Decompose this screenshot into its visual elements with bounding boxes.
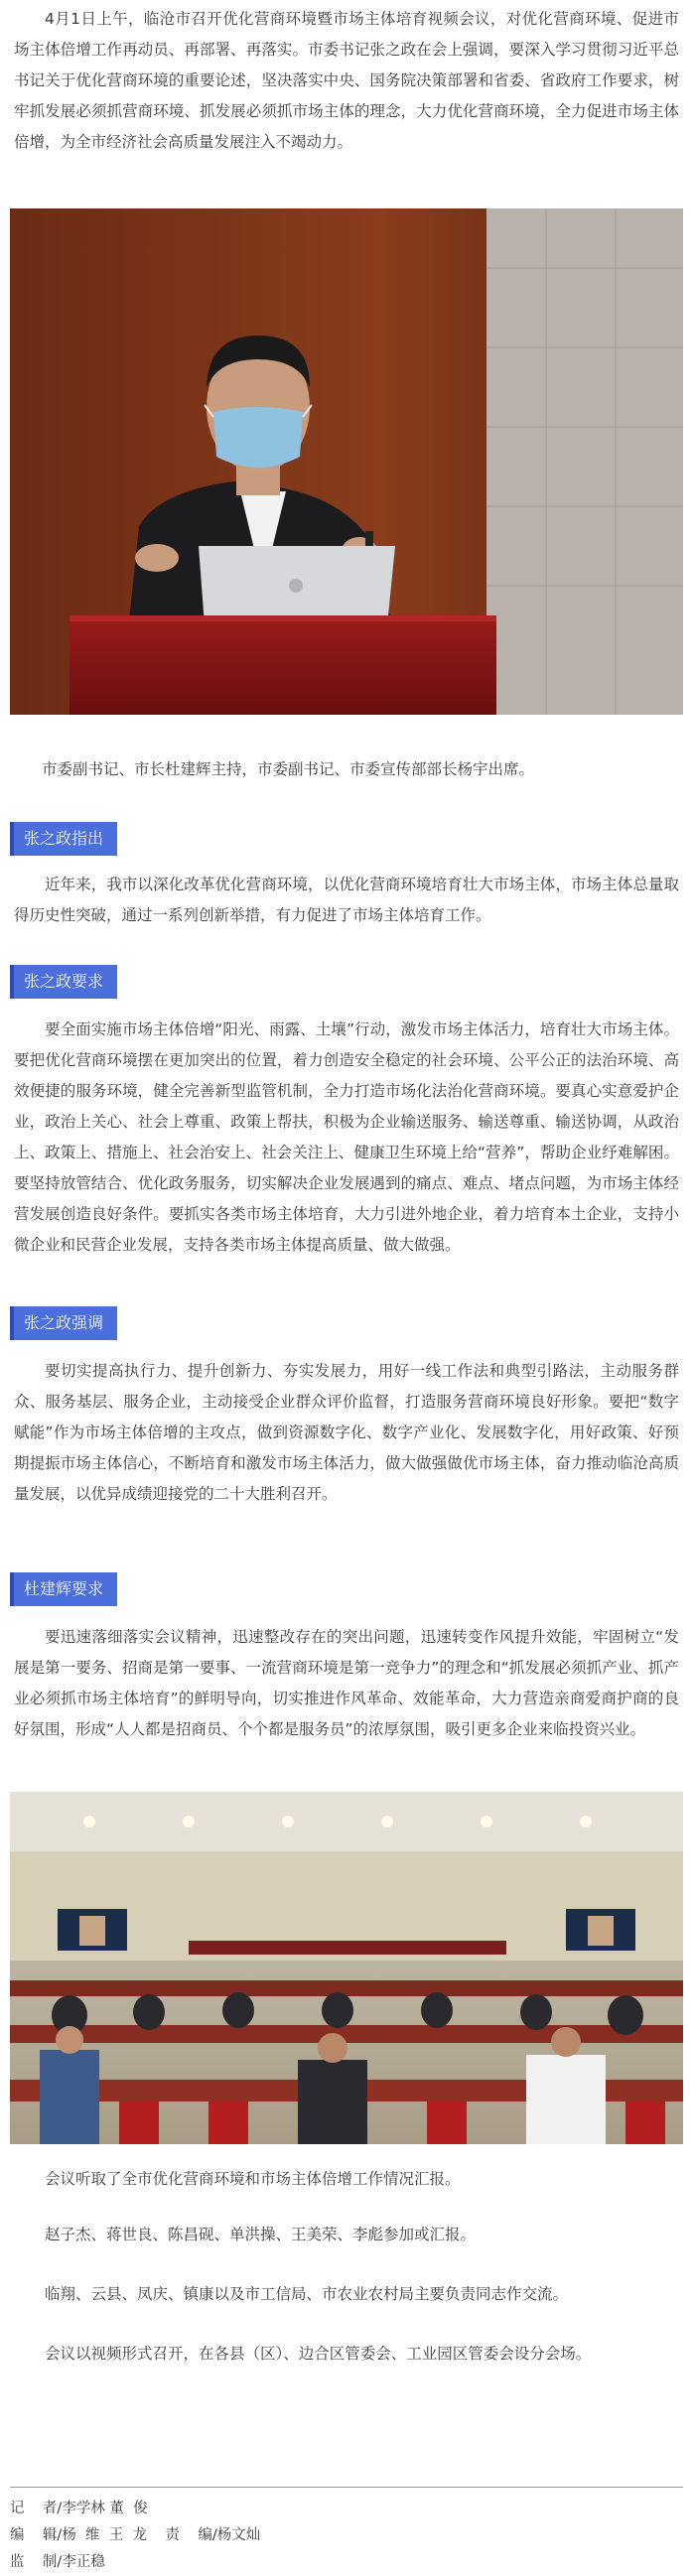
closing-4 bbox=[0, 2339, 693, 2370]
badge-strip bbox=[10, 965, 14, 999]
caption-block bbox=[0, 754, 693, 785]
closing-paragraph: 赵子杰、蒋世良、陈昌砚、单洪操、王美荣、李彪参加或汇报。 bbox=[45, 2226, 477, 2243]
credit-supervisor: 监 制/李正稳 bbox=[10, 2554, 105, 2570]
closing-paragraph: 会议以视频形式召开，在各县（区）、边合区管委会、工业园区管委会设分会场。 bbox=[45, 2345, 592, 2363]
section-3-body bbox=[0, 1356, 693, 1510]
section-paragraph: 近年来，我市以深化改革优化营商环境，以优化营商环境培育壮大市场主体，市场主体总量取得历史性突破，通过一系列创新举措，有力促进了市场主体培育工作。 bbox=[14, 876, 679, 924]
closing-2 bbox=[0, 2220, 693, 2250]
badge-label: 张之政要求 bbox=[24, 972, 104, 991]
credits bbox=[10, 2487, 683, 2576]
section-badge-2 bbox=[10, 965, 117, 999]
section-badge-1 bbox=[10, 822, 117, 856]
section-badge-4 bbox=[10, 1572, 117, 1606]
section-paragraph: 要全面实施市场主体倍增“阳光、雨露、土壤”行动，激发市场主体活力，培育壮大市场主体。要把优化营商环境摆在更加突出的位置，着力创造安全稳定的社会环境、公平公正的法治环境、高效便捷的服务环境，健全完善新型监管机制，全力打造市场化法治化营商环境。要真心实意爱护企业，政治上关心、社会上尊重、政策上帮扶，积极为企业输送服务、输送尊重、输送协调，从政治上、政策上、措施上、社会治安上、社会关注上、健康卫生环境上给“营养”，帮助企业纾难解困。要坚持放管结合、优化政务服务，切实解决企业发展遇到的痛点、难点、堵点问题，为市场主体经营发展创造良好条件。要抓实各类市场主体培育，大力引进外地企业，着力培育本土企业，支持小微企业和民营企业发展，支持各类市场主体提高质量、做大做强。 bbox=[14, 1020, 679, 1254]
closing-1 bbox=[0, 2164, 693, 2195]
section-paragraph: 要切实提高执行力、提升创新力、夯实发展力，用好一线工作法和典型引路法，主动服务群众、服务基层、服务企业，主动接受企业群众评价监督，打造服务营商环境良好形象。要把“数字赋能”作为市场主体倍增的主攻点，做到资源数字化、数字产业化、发展数字化，用好政策、好预期提振市场主体信心，不断培育和激发市场主体活力，做大做强做优市场主体，奋力推动临沧高质量发展，以优异成绩迎接党的二十大胜利召开。 bbox=[14, 1362, 679, 1503]
badge-label: 张之政强调 bbox=[24, 1313, 104, 1332]
badge-label: 杜建辉要求 bbox=[24, 1579, 104, 1598]
section-1-body bbox=[0, 870, 693, 931]
closing-3 bbox=[0, 2279, 693, 2310]
badge-strip bbox=[10, 1306, 14, 1340]
intro-paragraph: 4月1日上午，临沧市召开优化营商环境暨市场主体培育视频会议，对优化营商环境、促进市场主体倍增工作再动员、再部署、再落实。市委书记张之政在会上强调，要深入学习贯彻习近平总书记关于优化营商环境的重要论述，坚决落实中央、国务院决策部署和省委、省政府工作要求，树牢抓发展必须抓营商环境、抓发展必须抓市场主体的理念，大力优化营商环境，全力促进市场主体倍增，为全市经济社会高质量发展注入不竭动力。 bbox=[14, 10, 679, 151]
section-2-body bbox=[0, 1015, 693, 1261]
photo-caption: 市委副书记、市长杜建辉主持，市委副书记、市委宣传部部长杨宇出席。 bbox=[42, 760, 535, 778]
section-4-body bbox=[0, 1622, 693, 1745]
section-badge-3 bbox=[10, 1306, 117, 1340]
badge-strip bbox=[10, 822, 14, 856]
credit-reporter: 记 者/李学林 董 俊 bbox=[10, 2501, 148, 2516]
intro-block bbox=[0, 4, 693, 158]
credit-editor: 编 辑/杨 维 王 龙 责 编/杨文灿 bbox=[10, 2527, 261, 2543]
section-paragraph: 要迅速落细落实会议精神，迅速整改存在的突出问题，迅速转变作风提升效能，牢固树立“发展是第一要务、招商是第一要事、一流营商环境是第一竞争力”的理念和“抓发展必须抓产业、抓产业必须抓市场主体培育”的鲜明导向，切实推进作风革命、效能革命，大力营造亲商爱商护商的良好氛围，形成“人人都是招商员、个个都是服务员”的浓厚氛围，吸引更多企业来临投资兴业。 bbox=[14, 1628, 679, 1738]
closing-paragraph: 会议听取了全市优化营商环境和市场主体倍增工作情况汇报。 bbox=[45, 2170, 461, 2188]
badge-label: 张之政指出 bbox=[24, 829, 104, 848]
closing-paragraph: 临翔、云县、凤庆、镇康以及市工信局、市农业农村局主要负责同志作交流。 bbox=[45, 2285, 569, 2303]
badge-strip bbox=[10, 1572, 14, 1606]
speaker-photo bbox=[10, 208, 683, 715]
meeting-hall-photo bbox=[10, 1792, 683, 2144]
